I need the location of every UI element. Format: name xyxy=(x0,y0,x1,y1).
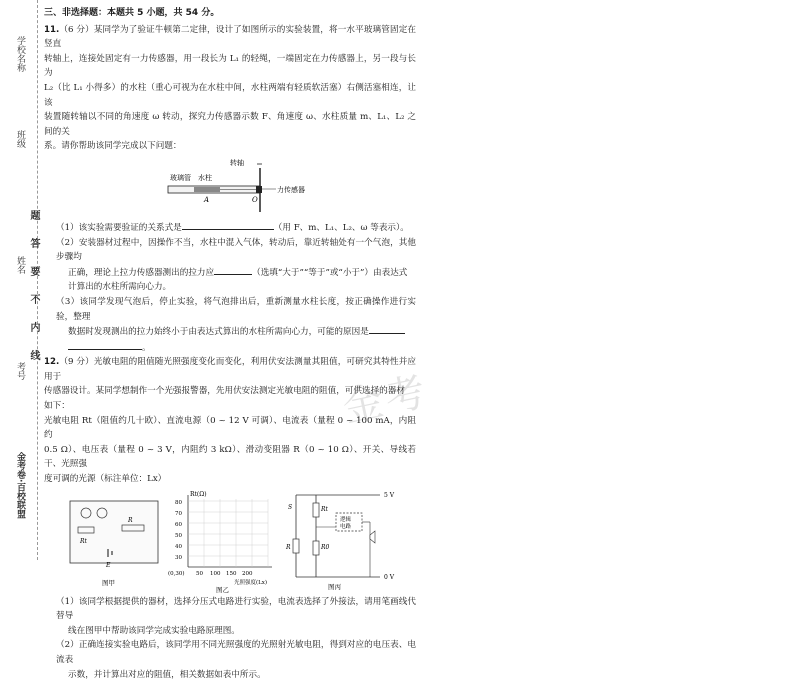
binding-brand: 金考卷·百校联盟 xyxy=(15,452,25,519)
binding-class-label: 班级 xyxy=(15,130,25,148)
fig-b-x-ticks xyxy=(196,571,253,577)
q11-stem-3: 装置随转轴以不同的角速度 ω 转动，探究力传感器示数 F、角速度 ω、水柱质量 m、L₁、L₂ 之间的关 xyxy=(44,112,416,137)
q12-score: （9 分） xyxy=(59,357,94,368)
fig-c-caption: 图丙 xyxy=(328,582,341,591)
q12-sub2-line-0: （2）正确连接实验电路后，该同学用不同光照强度的光照射光敏电阻，得到对应的电压表、电流表 xyxy=(56,640,416,665)
q11-sub2-line-1 xyxy=(56,265,416,281)
binding-margin xyxy=(0,0,38,560)
fig-c-r0-label: R0 xyxy=(321,543,330,551)
q11-stem-0: 某同学为了验证牛顿第二定律，设计了如图所示的实验装置，将一水平玻璃管固定在竖直 xyxy=(44,24,416,50)
q11-sub2-line-0: （2）安装器材过程中，因操作不当，水柱中混入气体，转动后，靠近转轴处有一个气泡，其他步骤均 xyxy=(56,237,416,263)
binding-char-6: 线 xyxy=(28,350,39,360)
binding-examno-label: 考号 xyxy=(15,362,25,380)
binding-school-label: 学校名称 xyxy=(15,36,25,72)
q11-sub1-answer-blank[interactable] xyxy=(182,220,274,230)
fig-b-xtick-50: 50 xyxy=(196,570,203,577)
binding-name-label: 姓名 xyxy=(15,256,25,274)
figure-a-circuit xyxy=(68,497,160,593)
fig-c-rt-label: Rt xyxy=(321,505,328,513)
q12-stem-1: 传感器设计。某同学想制作一个光强报警器，先用伏安法测定光敏电阻的阻值，可供选择的器材 xyxy=(44,386,405,397)
fig-b-ytick-80: 80 xyxy=(175,499,182,506)
q12-line-1 xyxy=(44,355,416,384)
q11-apparatus-diagram xyxy=(44,156,416,216)
fig-b-ytick-60: 60 xyxy=(175,521,182,528)
label-water: 水柱 xyxy=(198,173,212,182)
fig-a-e-label: E xyxy=(106,561,111,569)
fig-c-logic-label-2: 电路 xyxy=(340,523,352,530)
exam-page xyxy=(44,6,416,680)
fig-c-r0-resistor xyxy=(313,541,319,555)
q12-sub2-line-1: 示数，并计算出对应的阻值，相关数据如表中所示。 xyxy=(68,669,266,680)
q12-equipment-0: 光敏电阻 Rt（阻值约几十欧）、直流电源（0 ~ 12 V 可调）、电流表（量程 0 ~ 100 mA，内阻约 xyxy=(44,415,416,441)
binding-char-1: 题 xyxy=(28,210,39,220)
watermark: 金考 xyxy=(338,368,433,432)
q11-sub3 xyxy=(44,295,416,355)
fig-c-logic-label-1: 逻辑 xyxy=(340,516,352,523)
q11-sub2 xyxy=(44,236,416,295)
fig-b-origin: (0,30) xyxy=(168,570,185,577)
fig-c-0v-label: 0 V xyxy=(384,573,395,581)
q12-sub2 xyxy=(44,638,416,682)
q12-sub1-line-1: 线在图甲中帮助该同学完成实验电路原理图。 xyxy=(68,625,240,636)
label-O: O xyxy=(252,195,258,204)
fig-c-r-resistor xyxy=(293,539,299,553)
q11-sub2-text-1: 正确，理论上拉力传感器测出的拉力应 xyxy=(68,267,215,278)
q11-sub1-text-b: （用 F、m、L₁、L₂、ω 等表示）。 xyxy=(273,222,409,233)
fig-b-grid xyxy=(188,499,268,567)
q12-sub1 xyxy=(44,595,416,639)
fig-b-ytick-40: 40 xyxy=(175,543,182,550)
fig-b-caption: 图乙 xyxy=(216,585,229,594)
binding-char-4: 不 xyxy=(28,294,39,304)
fig-a-r-label: R xyxy=(128,516,133,524)
q11-sub3-line-0: （3）该同学发现气泡后，停止实验，将气泡排出后，重新测量水柱长度，按正确操作进行实验，整理 xyxy=(56,296,416,322)
fig-a-box xyxy=(70,501,158,563)
q11-sub2-text-2: （选填“大于”“等于”或“小于”）由表达式 xyxy=(252,267,408,278)
q12-stem-2: 如下： xyxy=(44,401,70,412)
fig-b-ytick-70: 70 xyxy=(175,510,182,517)
q11-sub3-text-1: 数据时发现测出的拉力始终小于由表达式算出的水柱所需向心力，可能的原因是 xyxy=(68,327,369,338)
label-A: A xyxy=(204,195,210,204)
q11-sub3-answer-blank-b[interactable] xyxy=(68,340,142,350)
fig-c-rt-resistor xyxy=(313,503,319,517)
fig-b-ytick-30: 30 xyxy=(175,554,182,561)
force-sensor-block xyxy=(256,186,262,193)
fig-b-ylabel: Rt(Ω) xyxy=(190,490,207,498)
fig-b-xtick-100: 100 xyxy=(210,570,221,577)
q11-sub3-line-2 xyxy=(56,340,416,356)
fig-c-5v-label: 5 V xyxy=(384,491,395,499)
q11-sub1 xyxy=(44,220,416,236)
section-title: 三、非选择题：本题共 5 小题，共 54 分。 xyxy=(44,8,220,18)
q12-figures xyxy=(44,489,416,593)
water-column xyxy=(194,187,220,192)
q12-stem-0: 光敏电阻的阻值随光照强度变化而变化，利用伏安法测量其阻值，可研究其特性并应用于 xyxy=(44,357,416,382)
q11-line-1 xyxy=(44,23,416,52)
q11-stem-1: 转轴上，连接处固定有一力传感器，用一段长为 L₁ 的轻绳，一端固定在力传感器上，另一段与长为 xyxy=(44,53,416,79)
binding-char-5: 内 xyxy=(28,322,39,332)
label-tube: 玻璃管 xyxy=(170,173,191,182)
label-sensor: 力传感器 xyxy=(277,185,305,194)
fig-b-y-ticks xyxy=(175,500,182,561)
fig-b-xlabel: 光照强度(Lx) xyxy=(234,579,268,586)
q12-sub1-line-0: （1）该同学根据提供的器材，选择分压式电路进行实验，电流表选择了外接法，请用笔画线代替导 xyxy=(56,596,416,622)
q11-sub3-period: 。 xyxy=(142,342,151,353)
q11-sub3-answer-blank-a[interactable] xyxy=(369,324,405,334)
q11-stem-2: L₂（比 L₁ 小得多）的水柱（重心可视为在水柱中间，水柱两端有轻质软活塞）右侧活塞相连，让该 xyxy=(44,82,416,108)
label-axis: 转轴 xyxy=(230,158,244,167)
fig-b-xtick-150: 150 xyxy=(226,570,237,577)
q12-equipment-2: 度可调的光源（标注单位：Lx） xyxy=(44,474,167,485)
q11-number: 11. xyxy=(44,24,60,35)
fig-a-caption: 图甲 xyxy=(102,578,115,587)
binding-char-2: 答 xyxy=(28,238,39,248)
q12-equipment-1: 0.5 Ω）、电压表（量程 0 ~ 3 V，内阻约 3 kΩ）、滑动变阻器 R（0 ~ 10 Ω）、开关、导线若干、光照强 xyxy=(44,444,416,470)
fig-c-speaker-icon xyxy=(370,531,375,543)
q11-sub2-answer-blank[interactable] xyxy=(214,265,252,275)
fig-c-r-label: R xyxy=(286,543,291,551)
q12-equipment xyxy=(44,414,416,487)
q11-sub1-text-a: （1）该实验需要验证的关系式是 xyxy=(56,222,182,233)
q11-score: （6 分） xyxy=(59,24,94,35)
q12-stem xyxy=(44,355,416,413)
fig-b-ytick-50: 50 xyxy=(175,532,182,539)
q11-sub2-line-3: 计算出的水柱所需向心力。 xyxy=(68,282,172,293)
fig-b-xtick-200: 200 xyxy=(242,570,253,577)
q11-sub3-line-1 xyxy=(56,324,416,340)
q11-figure xyxy=(44,156,416,216)
q11-stem xyxy=(44,23,416,154)
figure-c-alarm-circuit xyxy=(284,491,416,591)
figure-b-graph xyxy=(168,489,278,593)
q11-stem-4: 系。请你帮助该同学完成以下问题： xyxy=(44,141,182,152)
q12-number: 12. xyxy=(44,357,60,368)
fig-a-rt-label: Rt xyxy=(80,537,87,545)
binding-char-3: 要 xyxy=(28,266,39,276)
fig-c-s-label: S xyxy=(288,503,293,511)
